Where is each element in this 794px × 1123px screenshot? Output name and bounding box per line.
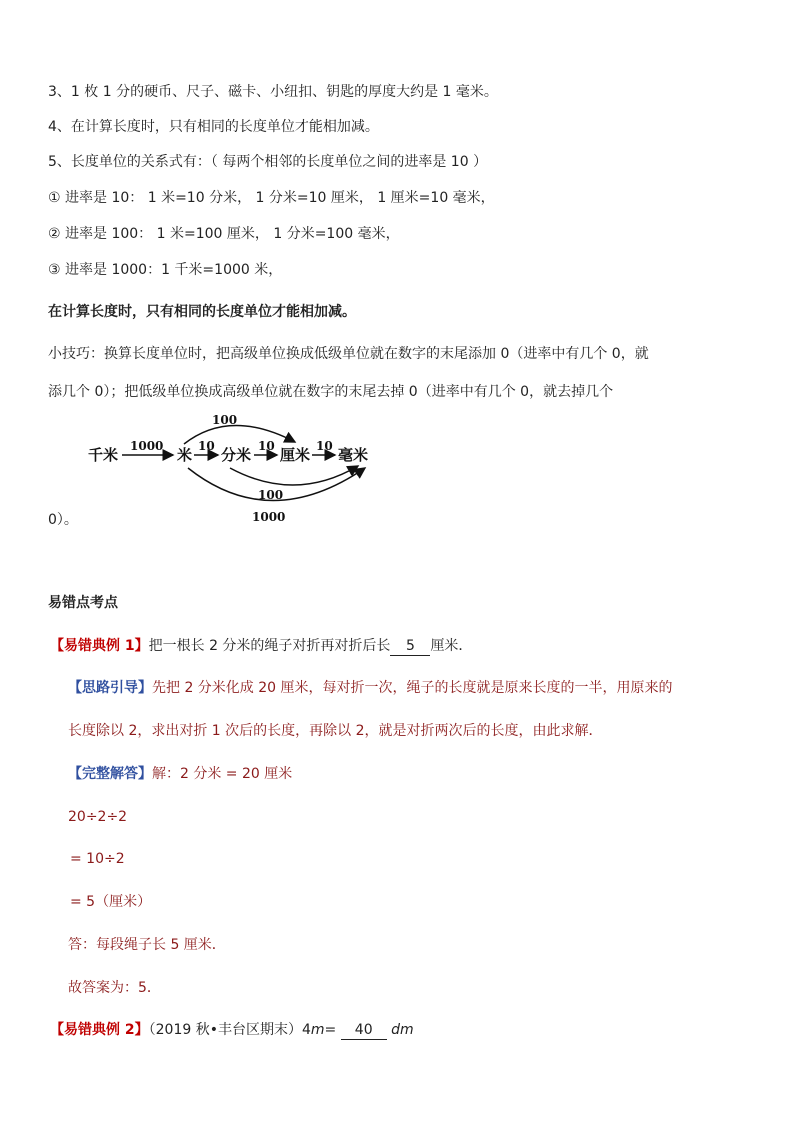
bold-note: 在计算长度时，只有相同的长度单位才能相加减。 xyxy=(48,304,356,320)
fact-item-5: 5、长度单位的关系式有：（ 每两个相邻的长度单位之间的进率是 10 ） xyxy=(48,154,488,170)
unit-dm: 分米 xyxy=(221,446,252,464)
example-1-question xyxy=(50,637,472,656)
unit-conversion-diagram xyxy=(80,408,380,528)
rate-1000-line: ③ 进率是 1000：1 千米=1000 米， xyxy=(48,262,283,278)
rate-dm-cm: 10 xyxy=(258,439,275,453)
example-1-solution xyxy=(68,765,292,783)
hint-tag: 【思路引导】 xyxy=(68,680,152,696)
example-2-question-text: （2019 秋•丰台区期末）4 xyxy=(148,1022,311,1038)
example-1-hint xyxy=(68,679,673,697)
unit-km: 千米 xyxy=(88,446,119,464)
solution-first: 解：2 分米 = 20 厘米 xyxy=(152,766,293,782)
rate-km-m: 1000 xyxy=(130,439,164,453)
example-1-unit: 厘米． xyxy=(430,638,473,654)
fact-item-4: 4、在计算长度时，只有相同的长度单位才能相加减。 xyxy=(48,119,379,135)
example-1-answer-blank: 5 xyxy=(390,637,430,656)
example-2-question xyxy=(50,1021,414,1040)
solution-step-2: = 10÷2 xyxy=(70,851,125,867)
rate-dm-mm: 100 xyxy=(258,488,284,502)
arc-dm-mm xyxy=(230,466,358,485)
rate-100-line: ② 进率是 100： 1 米=100 厘米， 1 分米=100 毫米， xyxy=(48,226,400,242)
example-2-tag: 【易错典例 2】 xyxy=(50,1022,149,1038)
unit-mm: 毫米 xyxy=(338,446,369,464)
example-2-equals: = xyxy=(324,1022,337,1038)
section-title: 易错点考点 xyxy=(48,595,118,611)
rate-10-line: ① 进率是 10： 1 米=10 分米， 1 分米=10 厘米， 1 厘米=10 毫米， xyxy=(48,190,495,206)
rate-m-cm: 100 xyxy=(212,413,238,427)
fact-item-3: 3、1 枚 1 分的硬币、尺子、磁卡、小纽扣、钥匙的厚度大约是 1 毫米。 xyxy=(48,84,498,100)
solution-step-1: 20÷2÷2 xyxy=(68,809,128,825)
example-1-tag: 【易错典例 1】 xyxy=(50,638,149,654)
example-1-question-text: 把一根长 2 分米的绳子对折再对折后长 xyxy=(148,638,391,654)
unit-m: 米 xyxy=(177,446,193,464)
tip-line-2: 添几个 0）；把低级单位换成高级单位就在数字的末尾去掉 0（进率中有几个 0，就去掉几个 xyxy=(48,384,614,400)
solution-final: 故答案为：5． xyxy=(68,980,161,996)
hint-line-2: 长度除以 2，求出对折 1 次后的长度，再除以 2，就是对折两次后的长度，由此求解． xyxy=(68,723,603,739)
example-2-unit-m: m xyxy=(310,1022,325,1038)
tip-end: 0）。 xyxy=(48,512,78,528)
rate-cm-mm: 10 xyxy=(316,439,333,453)
solution-answer: 答：每段绳子长 5 厘米． xyxy=(68,937,226,953)
hint-line-1: 先把 2 分米化成 20 厘米，每对折一次，绳子的长度就是原来长度的一半，用原来的 xyxy=(152,680,673,696)
rate-m-dm: 10 xyxy=(198,439,215,453)
tip-line-1: 小技巧：换算长度单位时，把高级单位换成低级单位就在数字的末尾添加 0（进率中有几个 0，就 xyxy=(48,346,649,362)
solution-step-3: = 5（厘米） xyxy=(70,894,152,910)
unit-cm: 厘米 xyxy=(280,446,311,464)
solution-tag: 【完整解答】 xyxy=(68,766,152,782)
example-2-answer-blank: 40 xyxy=(341,1021,387,1040)
example-2-unit-dm: dm xyxy=(391,1022,414,1038)
rate-m-mm: 1000 xyxy=(252,510,286,524)
